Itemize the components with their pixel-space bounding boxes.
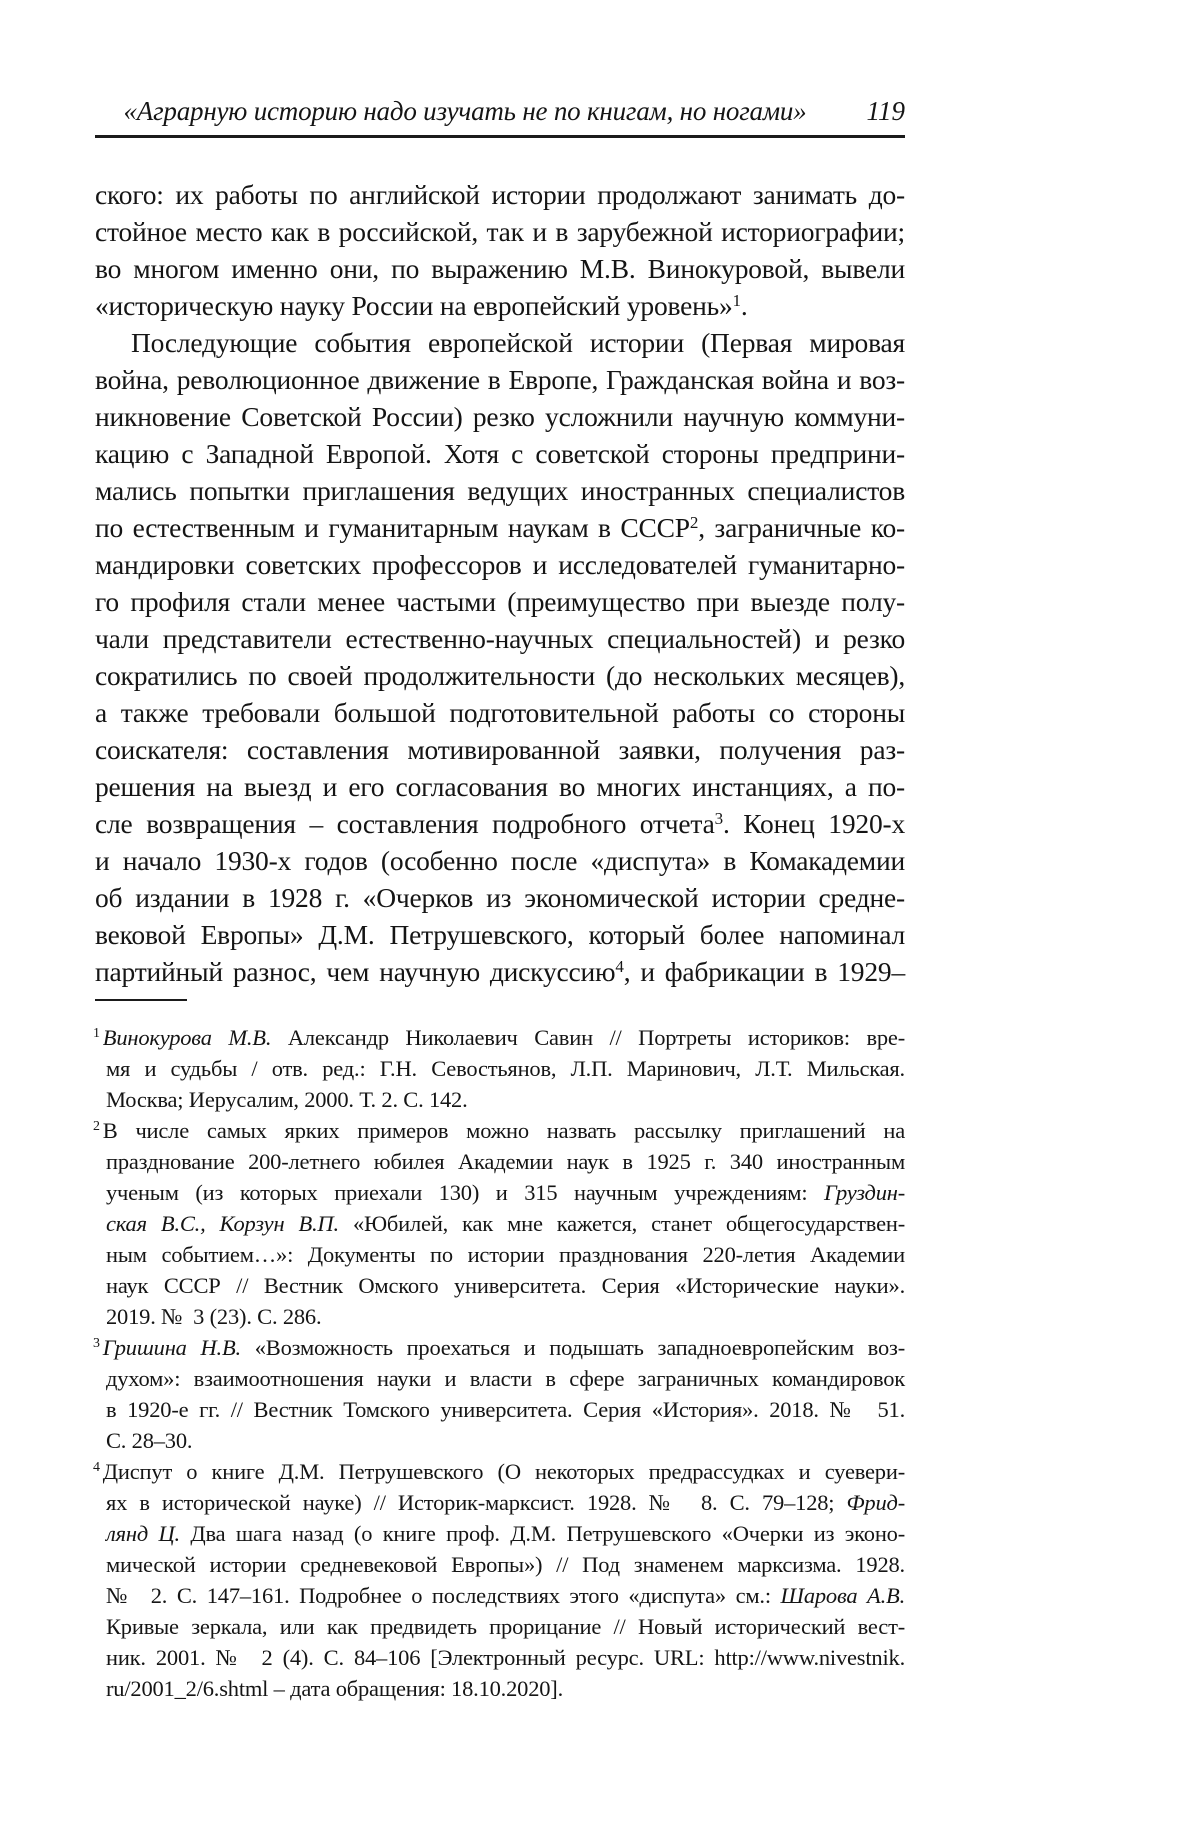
text-line: ученым (из которых приехали 130) и 315 научным учреждениям: Груздин- [106,1180,905,1205]
text-line: по естественным и гуманитарным наукам в СССР$^2$, заграничные ко- [95,512,905,543]
text-line: решения на выезд и его согласования во многих инстанциях, а по- [95,771,905,802]
footnote-number: 3 [93,1336,100,1352]
text-line: в 1920-е гг. // Вестник Томского университета. Серия «История». 2018. № 51. [106,1397,905,1422]
text-line: а также требовали большой подготовительной работы со стороны [95,697,905,728]
text-line: № 2. С. 147–161. Подробнее о последствиях этого «диспута» см.: Шарова А.В. [106,1583,905,1608]
text-line: кацию с Западной Европой. Хотя с советской стороны предприни- [95,438,905,469]
text-line: ская В.С., Корзун В.П. «Юбилей, как мне кажется, станет общегосударствен- [106,1211,905,1236]
text-line: мической истории средневековой Европы») // Под знаменем марксизма. 1928. [106,1552,905,1577]
text-line: ях в исторической науке) // Историк-марксист. 1928. № 8. С. 79–128; Фрид- [106,1490,905,1515]
text-line: стойное место как в российской, так и в зарубежной историографии; [95,216,905,247]
text-line: Последующие события европейской истории (Первая мировая [131,327,905,358]
text-line: вековой Европы» Д.М. Петрушевского, который более напоминал [95,919,905,950]
header-rule [95,135,905,138]
text-line: соискателя: составления мотивированной заявки, получения раз- [95,734,905,765]
running-title: «Аграрную историю надо изучать не по книгам, но ногами» [123,96,807,126]
text-line: партийный разнос, чем научную дискуссию$^4$, и фабрикации в 1929– [95,956,905,987]
text-line: мандировки советских профессоров и исследователей гуманитарно- [95,549,905,580]
footnote [95,1115,905,1332]
text-line: ник. 2001. № 2 (4). С. 84–106 [Электронный ресурс. URL: http://www.nivestnik. [106,1645,905,1670]
text-line: мя и судьбы / отв. ред.: Г.Н. Севостьянов, Л.П. Маринович, Л.Т. Мильская. [106,1056,905,1081]
text-line: и начало 1930-х годов (особенно после «диспута» в Комакадемии [95,845,905,876]
text-line: ным событием…»: Документы по истории празднования 220-летия Академии [106,1242,905,1267]
text-line: чали представители естественно-научных специальностей) и резко [95,623,905,654]
text-line: $^2$ В числе самых ярких примеров можно назвать рассылку приглашений на [93,1118,905,1143]
text-line: празднование 200-летнего юбилея Академии наук в 1925 г. 340 иностранным [106,1149,905,1174]
footnotes [95,1022,905,1704]
page-header [95,94,905,134]
text-line: наук СССР // Вестник Омского университета. Серия «Исторические науки». [106,1273,905,1298]
text-line: никновение Советской России) резко усложнили научную коммуни- [95,401,905,432]
text-line: ского: их работы по английской истории продолжают занимать до- [95,179,905,210]
footnote [95,1332,905,1456]
text-line: духом»: взаимоотношения науки и власти в сфере заграничных командировок [106,1366,905,1391]
text-line: 2019. № 3 (23). С. 286. [106,1304,322,1329]
footnote-number: 4 [93,1460,100,1476]
text-line: $^1$ Винокурова М.В. Александр Николаевич Савин // Портреты историков: вре- [93,1025,905,1050]
text-line: С. 28–30. [106,1428,193,1453]
paragraph [95,324,905,990]
paragraph-continuation [95,176,905,324]
text-line: $^3$ Гришина Н.В. «Возможность проехаться и подышать западноевропейским воз- [93,1335,905,1360]
text-line: ru/2001_2/6.shtml – дата обращения: 18.10.2020]. [106,1676,564,1701]
text-line: сле возвращения – составления подробного отчета$^3$. Конец 1920-х [95,808,905,839]
body-text [95,176,905,990]
text-line: об издании в 1928 г. «Очерков из экономической истории средне- [95,882,905,913]
text-line: война, революционное движение в Европе, Гражданская война и воз- [95,364,905,395]
text-line: Кривые зеркала, или как предвидеть прорицание // Новый исторический вест- [106,1614,905,1639]
text-line: $^4$ Диспут о книге Д.М. Петрушевского (О некоторых предрассудках и суевери- [93,1459,905,1484]
footnote-number: 2 [93,1119,100,1135]
text-line: Москва; Иерусалим, 2000. Т. 2. С. 142. [106,1087,468,1112]
footnote-separator [95,999,187,1001]
text-line: го профиля стали менее частыми (преимущество при выезде полу- [95,586,905,617]
footnote [95,1456,905,1704]
footnote-number: 1 [93,1026,100,1042]
footnote [95,1022,905,1115]
text-line: «историческую науку России на европейский уровень»$^1$. [95,290,748,321]
text-line: во многом именно они, по выражению М.В. Винокуровой, вывели [95,253,905,284]
page-number: 119 [866,96,905,126]
text-line: сократились по своей продолжительности (до нескольких месяцев), [95,660,905,691]
text-line: мались попытки приглашения ведущих иностранных специалистов [95,475,905,506]
text-line: лянд Ц. Два шага назад (о книге проф. Д.М. Петрушевского «Очерки из эконо- [106,1521,906,1546]
